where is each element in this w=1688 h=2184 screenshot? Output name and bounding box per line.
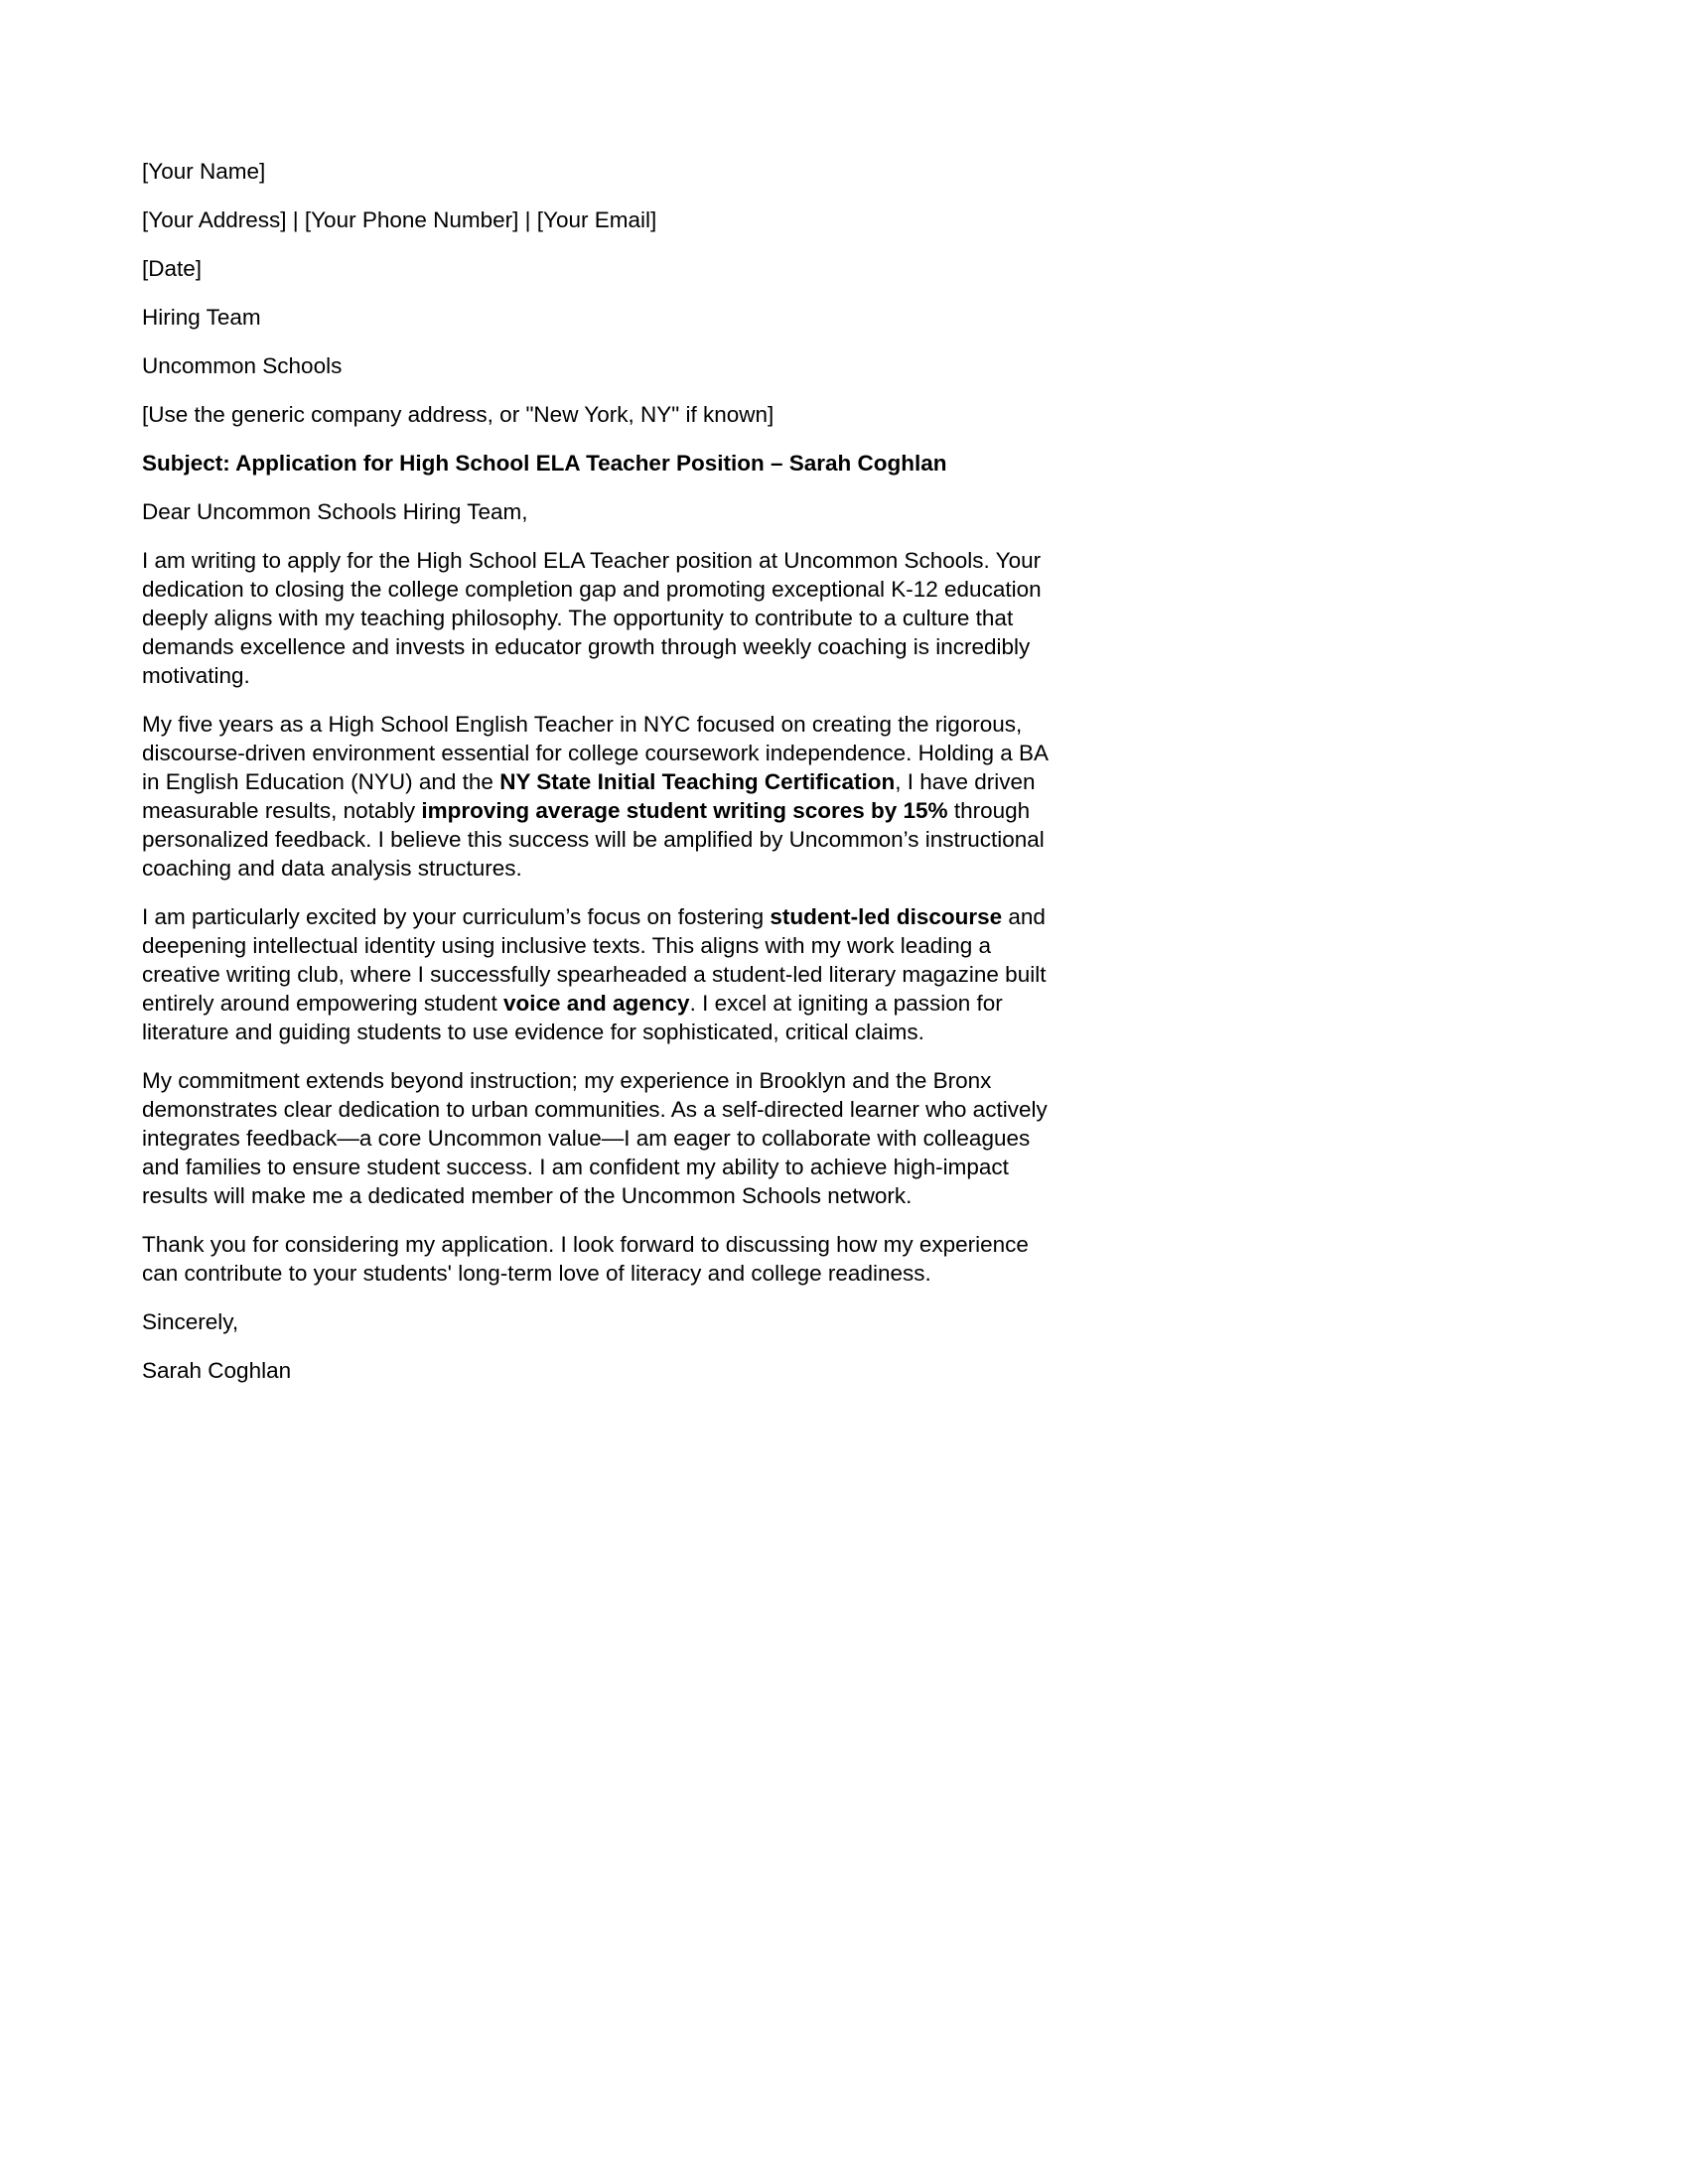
body-paragraph-4: My commitment extends beyond instruction; my experience in Brooklyn and the Bronx demonstrates clear dedication to urban communities. As a self-directed learner who actively integrates feedback—a core Uncommon value—I am eager to collaborate with colleagues and families to ensure student success. I am confident my ability to achieve high-impact results will make me a dedicated member of the Uncommon Schools network. [142,1068,1054,1208]
subject-line: Subject: Application for High School ELA Teacher Position – Sarah Coghlan [142,451,947,476]
signature: Sarah Coghlan [142,1358,292,1383]
body-paragraph-1: I am writing to apply for the High School ELA Teacher position at Uncommon Schools. Your dedication to closing the college completion gap and promoting exceptional K-12 education deeply aligns with my teaching philosophy. The opportunity to contribute to a culture that demands excellence and invests in educator growth through weekly coaching is incredibly motivating. [142,548,1048,688]
body-paragraph-3: I am particularly excited by your curriculum’s focus on fostering student-led discourse and deepening intellectual identity using inclusive texts. This aligns with my work leading a creative writing club, where I successfully spearheaded a student-led literary magazine built entirely around empowering student voice and agency. I excel at igniting a passion for literature and guiding students to use evidence for sophisticated, critical claims. [142,904,1053,1044]
body-paragraph-5: Thank you for considering my application. I look forward to discussing how my experience can contribute to your students' long-term love of literacy and college readiness. [142,1232,1036,1286]
sender-contact-line: [Your Address] | [Your Phone Number] | [Your Email] [142,207,657,232]
salutation: Dear Uncommon Schools Hiring Team, [142,499,528,524]
date-line: [Date] [142,256,203,281]
recipient-address-line: [Use the generic company address, or "New York, NY" if known] [142,402,774,427]
recipient-team-line: Hiring Team [142,305,261,330]
recipient-company-line: Uncommon Schools [142,353,343,378]
body-paragraph-2: My five years as a High School English Teacher in NYC focused on creating the rigorous, discourse-driven environment essential for college coursework independence. Holding a BA in English Education (NYU) and the NY State Initial Teaching Certification, I have driven measurable results, notably improving average student writing scores by 15% through personalized feedback. I believe this success will be amplified by Uncommon’s instructional coaching and data analysis structures. [142,712,1055,881]
sender-name-line: [Your Name] [142,159,266,184]
closing: Sincerely, [142,1309,239,1334]
